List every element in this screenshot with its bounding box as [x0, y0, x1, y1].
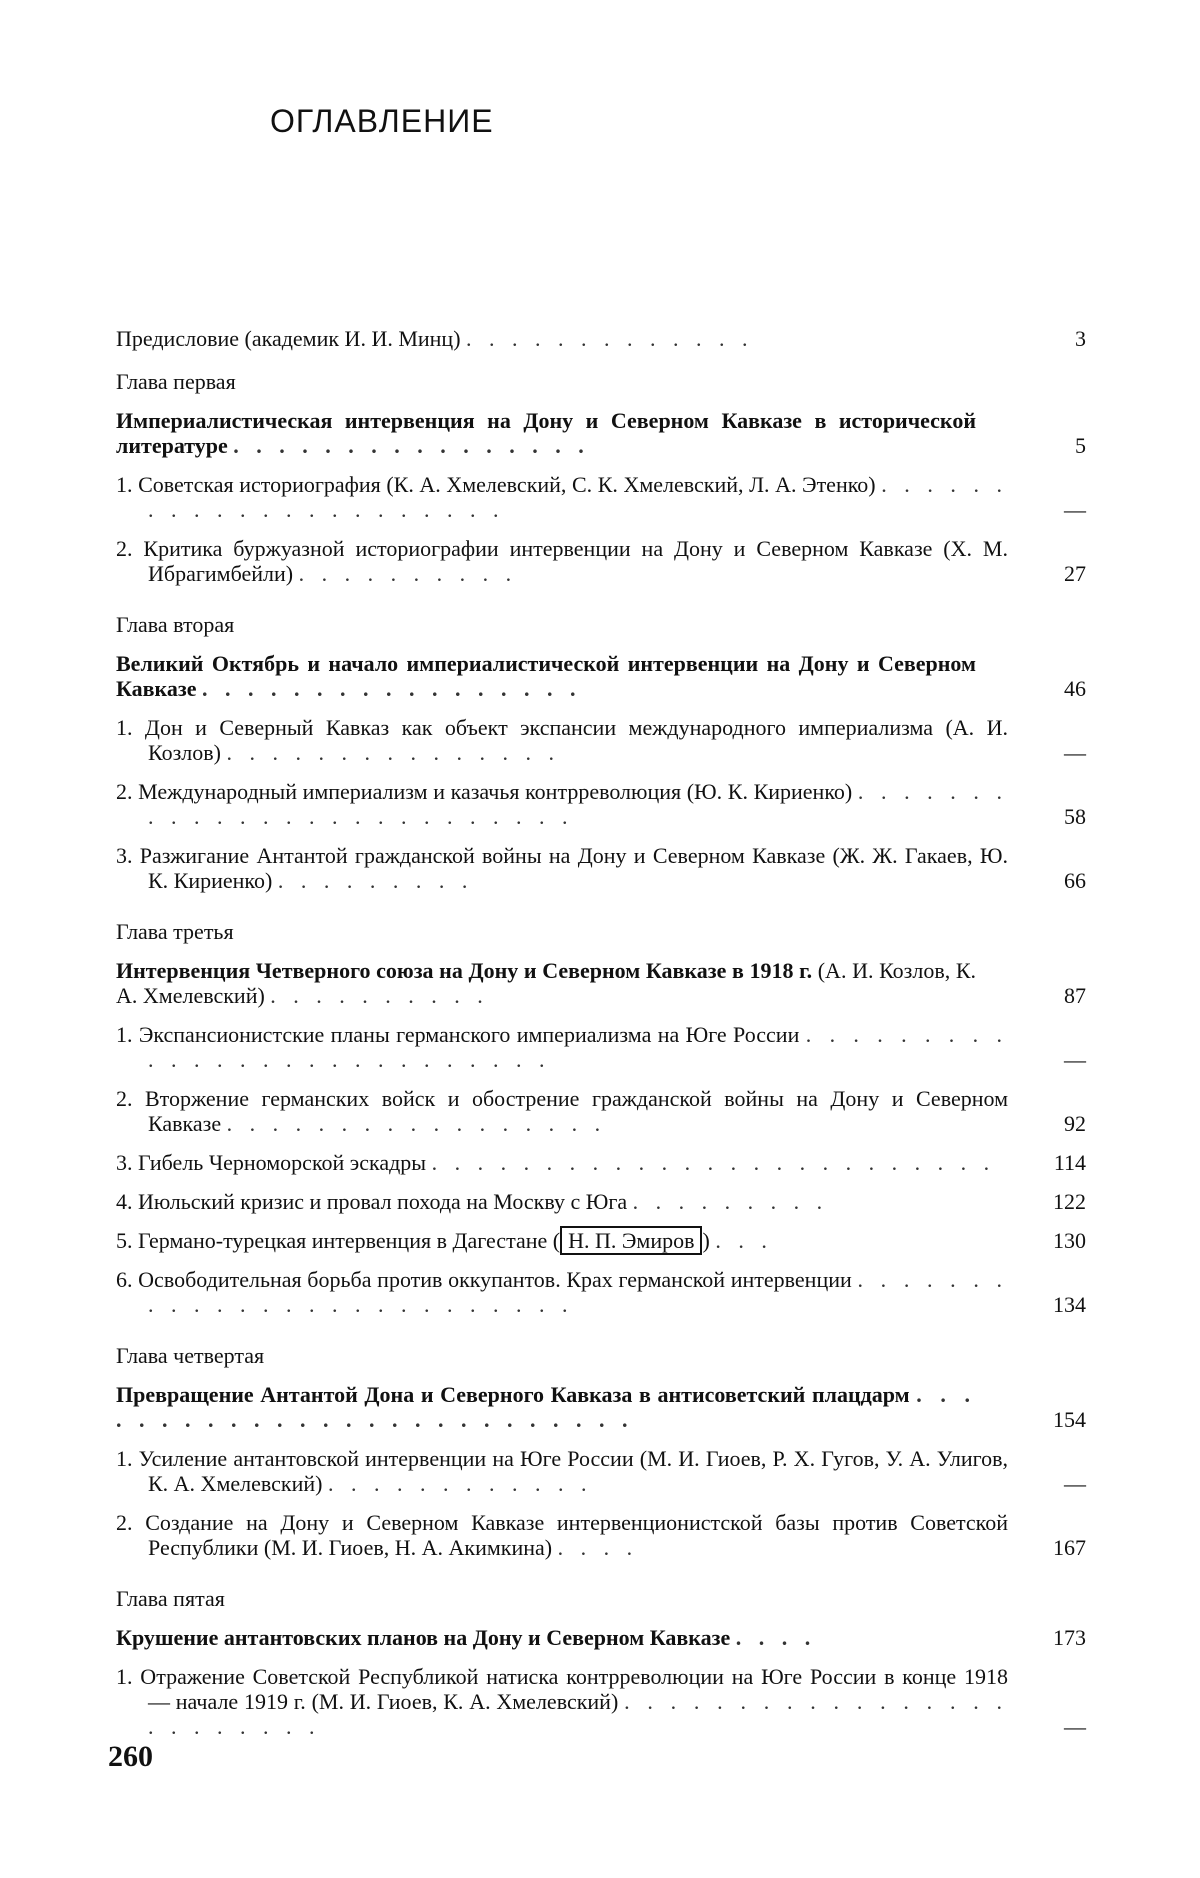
page-title: ОГЛАВЛЕНИЕ	[270, 103, 494, 139]
toc-entry: 1. Советская историография (К. А. Хмелевский, С. К. Хмелевский, Л. А. Этенко) . . . . . . . . . . . . . . . . . . . . . . —	[116, 472, 1086, 522]
entry-text: 3. Гибель Черноморской эскадры	[116, 1150, 427, 1175]
chapter-heading: Превращение Антантой Дона и Северного Кавказа в антисоветский плацдарм . . . . . . . . . . . . . . . . . . . . . . . . . . 154	[116, 1382, 1086, 1432]
entry-page: —	[1064, 1047, 1086, 1072]
chapter-label: Глава первая	[116, 369, 236, 394]
chapter-heading: Великий Октябрь и начало империалистической интервенции на Дону и Северном Кавказе . . . . . . . . . . . . . . . . . 46	[116, 651, 1086, 701]
entry-page: 3	[1075, 326, 1086, 351]
entry-page: 46	[1064, 676, 1086, 701]
toc-entry: 1. Усиление антантовской интервенции на Юге России (М. И. Гиоев, Р. Х. Гугов, У. А. Улигов, К. А. Хмелевский) . . . . . . . . . . . . —	[116, 1446, 1086, 1496]
toc-entry: 4. Июльский кризис и провал похода на Москву с Юга . . . . . . . . . 122	[116, 1189, 1086, 1214]
entry-text: Интервенция Четверного союза на Дону и Северном Кавказе в 1918 г.	[116, 958, 813, 983]
entry-text: 4. Июльский кризис и провал похода на Москву с Юга	[116, 1189, 628, 1214]
entry-authors: (А. И. Козлов, К. А. Хмелевский)	[116, 958, 977, 1008]
entry-page: —	[1064, 740, 1086, 765]
entry-text: 1. Дон и Северный Кавказ как объект экспансии международного империализма (А. И. Козлов)	[116, 715, 1008, 765]
chapter-label: Глава третья	[116, 919, 234, 944]
entry-text: 6. Освободительная борьба против оккупантов. Крах германской интервенции	[116, 1267, 852, 1292]
entry-page: 92	[1064, 1111, 1086, 1136]
entry-text: Крушение антантовских планов на Дону и Северном Кавказе	[116, 1625, 731, 1650]
entry-page: 87	[1064, 983, 1086, 1008]
chapter-label: Глава четвертая	[116, 1343, 265, 1368]
entry-text: 1. Экспансионистские планы германского империализма на Юге России	[116, 1022, 800, 1047]
entry-page: 58	[1064, 804, 1086, 829]
toc-entry: 2. Критика буржуазной историографии интервенции на Дону и Северном Кавказе (Х. М. Ибрагимбейли) . . . . . . . . . . 27	[116, 536, 1086, 586]
toc-entry-preface: Предисловие (академик И. И. Минц) . . . . . . . . . . . . . 3	[116, 326, 1086, 351]
entry-page: —	[1064, 1471, 1086, 1496]
entry-text: Великий Октябрь и начало империалистической интервенции на Дону и Северном Кавказе	[116, 651, 976, 701]
entry-text: Предисловие (академик И. И. Минц)	[116, 326, 461, 351]
entry-page: 134	[1053, 1292, 1086, 1317]
entry-text: 1. Отражение Советской Республикой натиска контрреволюции на Юге России в конце 1918 — начале 1919 г. (М. И. Гиоев, К. А. Хмелевский)	[116, 1664, 1008, 1714]
entry-page: 167	[1053, 1535, 1086, 1560]
entry-text: Превращение Антантой Дона и Северного Кавказа в антисоветский плацдарм	[116, 1382, 910, 1407]
entry-page: 66	[1064, 868, 1086, 893]
entry-text: 2. Вторжение германских войск и обострение гражданской войны на Дону и Северном Кавказе	[116, 1086, 1008, 1136]
toc-entry: 3. Гибель Черноморской эскадры . . . . . . . . . . . . . . . . . . . . . . . . . 114	[116, 1150, 1086, 1175]
entry-text: 3. Разжигание Антантой гражданской войны на Дону и Северном Кавказе (Ж. Ж. Гакаев, Ю. К. Кириенко)	[116, 843, 1008, 893]
page-number: 260	[108, 1740, 153, 1773]
entry-page: —	[1064, 1714, 1086, 1739]
entry-text: 5. Германо-турецкая интервенция в Дагестане (	[116, 1228, 561, 1253]
entry-page: 173	[1053, 1625, 1086, 1650]
chapter-heading: Крушение антантовских планов на Дону и Северном Кавказе . . . . 173	[116, 1625, 1086, 1650]
entry-page: 5	[1075, 433, 1086, 458]
entry-text: 2. Создание на Дону и Северном Кавказе интервенционистской базы против Советской Республики (М. И. Гиоев, Н. А. Акимкина)	[116, 1510, 1008, 1560]
chapter-heading: Интервенция Четверного союза на Дону и Северном Кавказе в 1918 г. (А. И. Козлов, К. А. Хмелевский) . . . . . . . . . . 87	[116, 958, 1086, 1008]
entry-text: 1. Усиление антантовской интервенции на Юге России (М. И. Гиоев, Р. Х. Гугов, У. А. Улигов, К. А. Хмелевский)	[116, 1446, 1008, 1496]
toc-entry: 6. Освободительная борьба против оккупантов. Крах германской интервенции . . . . . . . . . . . . . . . . . . . . . . . . . . 134	[116, 1267, 1086, 1317]
chapter-label: Глава вторая	[116, 612, 235, 637]
toc-entry: 2. Создание на Дону и Северном Кавказе интервенционистской базы против Советской Республики (М. И. Гиоев, Н. А. Акимкина) . . . . 167	[116, 1510, 1086, 1560]
toc-entry: 1. Экспансионистские планы германского империализма на Юге России . . . . . . . . . . . . . . . . . . . . . . . . . . . —	[116, 1022, 1086, 1072]
entry-page: 27	[1064, 561, 1086, 586]
entry-page: 154	[1053, 1407, 1086, 1432]
entry-text: 2. Международный империализм и казачья контрреволюция (Ю. К. Кириенко)	[116, 779, 853, 804]
entry-text: 1. Советская историография (К. А. Хмелевский, С. К. Хмелевский, Л. А. Этенко)	[116, 472, 876, 497]
toc-entry: 1. Отражение Советской Республикой натиска контрреволюции на Юге России в конце 1918 — начале 1919 г. (М. И. Гиоев, К. А. Хмелевский) . . . . . . . . . . . . . . . . . . . . . . . . . —	[116, 1664, 1086, 1739]
toc-entry: 2. Вторжение германских войск и обострение гражданской войны на Дону и Северном Кавказе . . . . . . . . . . . . . . . . . 92	[116, 1086, 1086, 1136]
entry-page: 122	[1053, 1189, 1086, 1214]
table-of-contents	[116, 326, 1086, 1753]
toc-entry: 3. Разжигание Антантой гражданской войны на Дону и Северном Кавказе (Ж. Ж. Гакаев, Ю. К. Кириенко) . . . . . . . . . 66	[116, 843, 1086, 893]
toc-entry: 1. Дон и Северный Кавказ как объект экспансии международного империализма (А. И. Козлов) . . . . . . . . . . . . . . . —	[116, 715, 1086, 765]
toc-entry: 2. Международный империализм и казачья контрреволюция (Ю. К. Кириенко) . . . . . . . . . . . . . . . . . . . . . . . . . . 58	[116, 779, 1086, 829]
entry-page: 130	[1053, 1228, 1086, 1253]
entry-page: —	[1064, 497, 1086, 522]
toc-entry: 5. Германо-турецкая интервенция в Дагестане ( Н. П. Эмиров ) . . . 130	[116, 1228, 1086, 1253]
chapter-heading: Империалистическая интервенция на Дону и Северном Кавказе в исторической литературе . . . . . . . . . . . . . . . . 5	[116, 408, 1086, 458]
entry-text: Империалистическая интервенция на Дону и Северном Кавказе в исторической литературе	[116, 408, 976, 458]
entry-text: 2. Критика буржуазной историографии интервенции на Дону и Северном Кавказе (Х. М. Ибрагимбейли)	[116, 536, 1008, 586]
chapter-label: Глава пятая	[116, 1586, 225, 1611]
entry-page: 114	[1053, 1150, 1086, 1175]
entry-text-after: )	[702, 1228, 710, 1253]
boxed-author: Н. П. Эмиров	[560, 1226, 702, 1255]
